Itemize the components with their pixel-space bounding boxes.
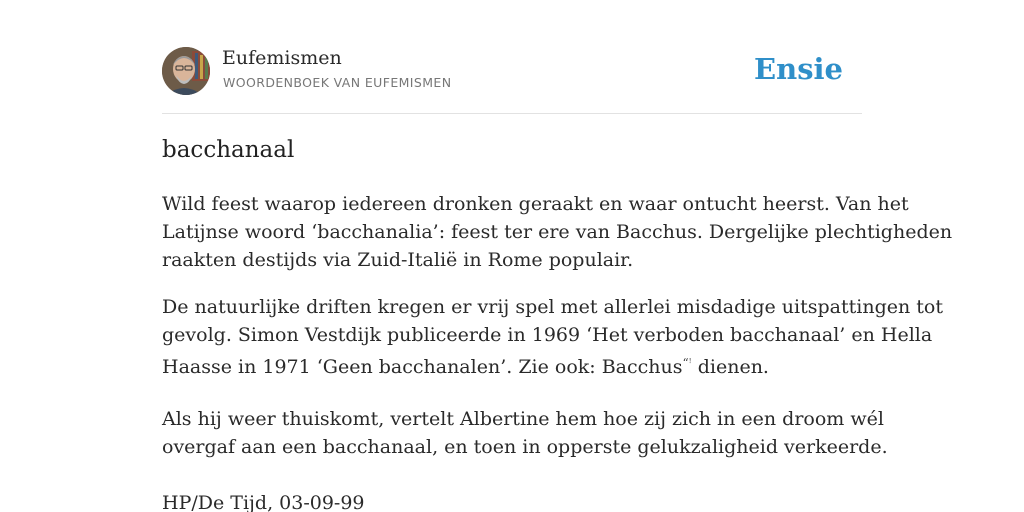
author-avatar-icon[interactable] bbox=[162, 47, 210, 95]
site-title[interactable]: Eufemismen bbox=[222, 47, 342, 69]
xref-marker-icon: “ꜝ bbox=[682, 356, 692, 370]
text-line: raakten destijds via Zuid-Italië in Rome populair. bbox=[162, 249, 634, 271]
text-line bbox=[162, 349, 862, 381]
example-quote bbox=[162, 405, 888, 461]
site-subtitle[interactable]: WOORDENBOEK VAN EUFEMISMEN bbox=[223, 75, 452, 90]
text-line: Als hij weer thuiskomt, vertelt Albertine hem hoe zij zich in een droom wél bbox=[162, 408, 884, 430]
text-line: overgaf aan een bacchanaal, en toen in opperste gelukzaligheid verkeerde. bbox=[162, 436, 888, 458]
text-line: Wild feest waarop iedereen dronken geraakt en waar ontucht heerst. Van het bbox=[162, 193, 909, 215]
text-line: gevolg. Simon Vestdijk publiceerde in 1969 ‘Het verboden bacchanaal’ en Hella bbox=[162, 324, 933, 346]
text-segment: dienen. bbox=[691, 356, 769, 378]
xref-link-bacchus[interactable] bbox=[602, 356, 692, 378]
definition-paragraph-1 bbox=[162, 190, 953, 274]
ensie-logo[interactable]: Ensie bbox=[754, 52, 843, 86]
xref-label: Bacchus bbox=[601, 356, 683, 378]
entry-headword: bacchanaal bbox=[162, 137, 295, 163]
entry-page bbox=[162, 0, 953, 512]
site-header bbox=[162, 46, 862, 96]
text-line: Latijnse woord ‘bacchanalia’: feest ter ere van Bacchus. Dergelijke plechtigheden bbox=[162, 221, 953, 243]
text-line: De natuurlijke driften kregen er vrij spel met allerlei misdadige uitspattingen tot bbox=[162, 296, 943, 318]
definition-paragraph-2 bbox=[162, 293, 943, 381]
quote-source: HP/De Tijd, 03-09-99 bbox=[162, 492, 365, 512]
text-segment: Haasse in 1971 ‘Geen bacchanalen’. Zie ook: bbox=[162, 356, 602, 378]
header-divider bbox=[162, 113, 862, 114]
